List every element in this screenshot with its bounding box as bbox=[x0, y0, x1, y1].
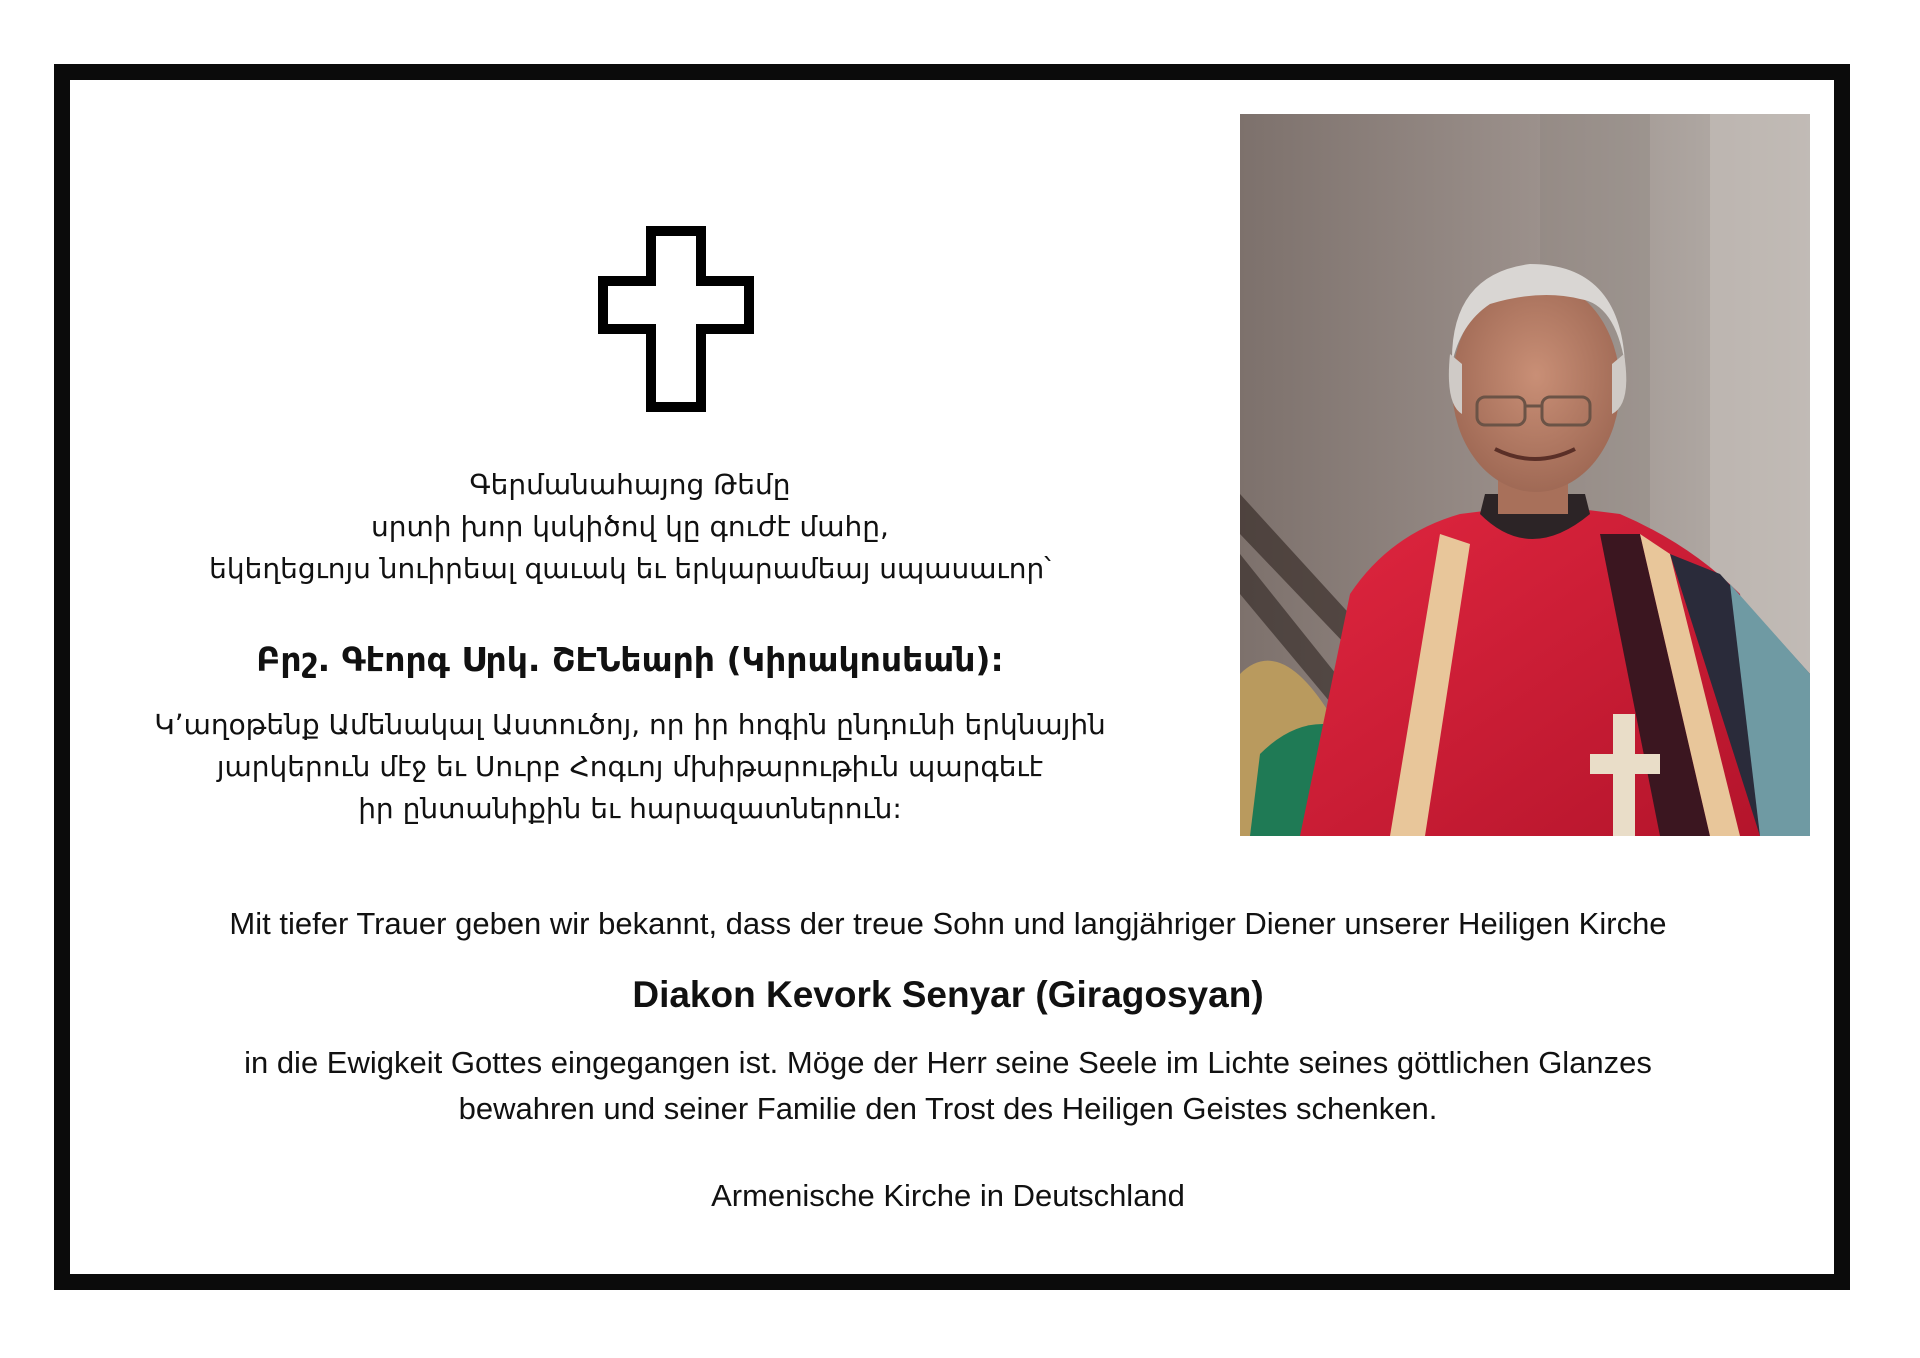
german-deceased-name bbox=[60, 970, 1836, 1020]
portrait-illustration bbox=[1240, 114, 1810, 836]
armenian-prayer-line: իր ընտանիքին եւ հարազատներուն: bbox=[358, 792, 902, 825]
german-intro-text: Mit tiefer Trauer geben wir bekannt, dass der treue Sohn und langjähriger Diener unserer Heiligen Kirche bbox=[229, 906, 1667, 941]
armenian-prayer-line: Կ՚աղօթենք Ամենակալ Աստուծոյ, որ իր հոգին ընդունի երկնային bbox=[154, 708, 1106, 741]
armenian-intro-line: սրտի խոր կսկիծով կը գուժէ մահը, bbox=[371, 510, 889, 543]
armenian-intro-line: եկեղեցւոյս նուիրեալ զաւակ եւ երկարամեայ սպասաւոր՝ bbox=[209, 552, 1051, 585]
german-name-text: Diakon Kevork Senyar (Giragosyan) bbox=[632, 974, 1264, 1015]
german-body bbox=[60, 1040, 1836, 1132]
armenian-deceased-name bbox=[90, 638, 1170, 682]
armenian-prayer bbox=[90, 704, 1170, 830]
armenian-prayer-line: յարկերուն մէջ եւ Սուրբ Հոգւոյ մխիթարութիւն պարգեւէ bbox=[216, 750, 1044, 783]
armenian-name-text: Բրշ. Գէորգ Սրկ. ՇԷՆեարի (Կիրակոսեան): bbox=[256, 640, 1004, 679]
armenian-intro bbox=[90, 464, 1170, 590]
signature-text: Armenische Kirche in Deutschland bbox=[711, 1178, 1185, 1213]
german-intro bbox=[60, 902, 1836, 946]
armenian-intro-line: Գերմանահայոց Թեմը bbox=[469, 468, 791, 501]
german-body-line: in die Ewigkeit Gottes eingegangen ist. Möge der Herr seine Seele im Lichte seines göttlichen Glanzes bbox=[244, 1045, 1652, 1080]
german-body-line: bewahren und seiner Familie den Trost des Heiligen Geistes schenken. bbox=[458, 1091, 1438, 1126]
deceased-portrait-photo bbox=[1240, 114, 1810, 836]
signature bbox=[60, 1174, 1836, 1218]
cross-icon bbox=[598, 226, 754, 412]
